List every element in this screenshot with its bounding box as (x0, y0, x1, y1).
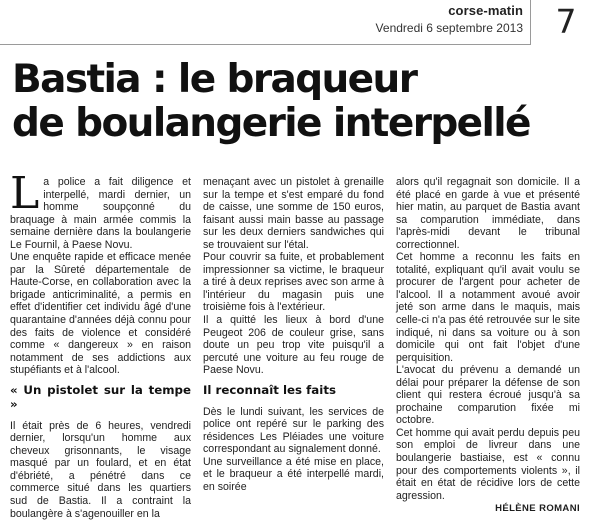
issue-date: Vendredi 6 septembre 2013 (375, 21, 523, 35)
article-paragraph: Il a quitté les lieux à bord d'une Peugeot 206 de couleur grise, sans doute un peu trop vite puisqu'il a percuté une voiture au feu rouge de Paese Novu. (203, 314, 384, 377)
page-number: 7 (555, 2, 577, 41)
article-headline (12, 58, 592, 146)
headline-line-1: Bastia : le braqueur (12, 57, 417, 102)
article-paragraph: Pour couvrir sa fuite, et probablement impressionner sa victime, le braqueur a tiré à deux reprises avec son arme à l'intérieur du magasin puis une troisième fois à l'extérieur. (203, 251, 384, 314)
masthead-rule (0, 44, 530, 45)
article-column-1 (10, 168, 191, 520)
masthead-divider (530, 0, 531, 45)
article-paragraph: Une surveillance a été mise en place, et le braqueur a été interpellé mardi, en soirée (203, 455, 384, 494)
article-paragraph: alors qu'il regagnait son domicile. Il a été placé en garde à vue et présenté hier matin, au parquet de Bastia avant sa comparution immédiate, dans l'après-midi devant le tribunal correctionnel. (396, 176, 580, 251)
author-signature: HÉLÈNE ROMANI (495, 503, 580, 515)
drop-cap: L (10, 168, 40, 219)
headline-line-2: de boulangerie interpellé (12, 101, 530, 146)
subheading: « Un pistolet sur la tempe » (10, 382, 191, 411)
article-paragraph: Cet homme qui avait perdu depuis peu son emploi de livreur dans une boulangerie bastiaise, est « connu pour des comportements violents », il était en état de récidive lors de cette agression. (396, 426, 580, 502)
article-paragraph (10, 168, 191, 251)
article-paragraph: menaçant avec un pistolet à grenaille sur la tempe et s'est emparé du fond de caisse, une somme de 150 euros, faisant aussi main basse au passage sur les deux derniers sandwiches qui se trouvaient sur l'étal. (203, 176, 384, 251)
masthead (0, 0, 599, 46)
article-column-2 (203, 176, 384, 494)
article-paragraph: Dès le lundi suivant, les services de police ont repéré sur le parking des résidences Les Pléiades une voiture correspondant au signalement donné. (203, 405, 384, 456)
paragraph-text: a police a fait diligence et interpellé, mardi dernier, un homme soupçonné du braquage à main armée commis la semaine dernière dans la boulangerie Le Fournil, à Paese Novu. (10, 176, 191, 251)
article-paragraph: L'avocat du prévenu a demandé un délai pour préparer la défense de son client qui restera écroué jusqu'à sa prochaine comparution fixée mi octobre. (396, 364, 580, 427)
article-paragraph: Cet homme a reconnu les faits en totalité, expliquant qu'il avait voulu se procurer de l'argent pour acheter de l'alcool. Il a notamment avoué avoir jeté son arme dans le maquis, mais celle-ci n'a pas été retrouvée sur le site indiqué, ni dans sa voiture ou à son domicile qui ont fait l'objet d'une perquisition. (396, 251, 580, 364)
article-paragraph: Il était près de 6 heures, vendredi dernier, lorsqu'un homme aux cheveux grisonnants, le visage masqué par un foulard, et en état d'ébriété, a pénétré dans ce commerce situé dans les quartiers sud de Bastia. Il a contraint la boulangère à s'agenouiller en la (10, 419, 191, 520)
paper-name: corse-matin (448, 3, 523, 18)
subheading: Il reconnaît les faits (203, 382, 336, 397)
article-paragraph: Une enquête rapide et efficace menée par la Sûreté départementale de Haute-Corse, en collaboration avec la brigade anticriminalité, a permis en effet d'identifier cet individu âgé d'une quarantaine d'années déjà connu pour des faits de violence et considéré comme « dangereux » en raison notamment de ses addictions aux stupéfiants et à l'alcool. (10, 251, 191, 377)
masthead-text (376, 3, 523, 36)
article-column-3 (396, 176, 580, 516)
